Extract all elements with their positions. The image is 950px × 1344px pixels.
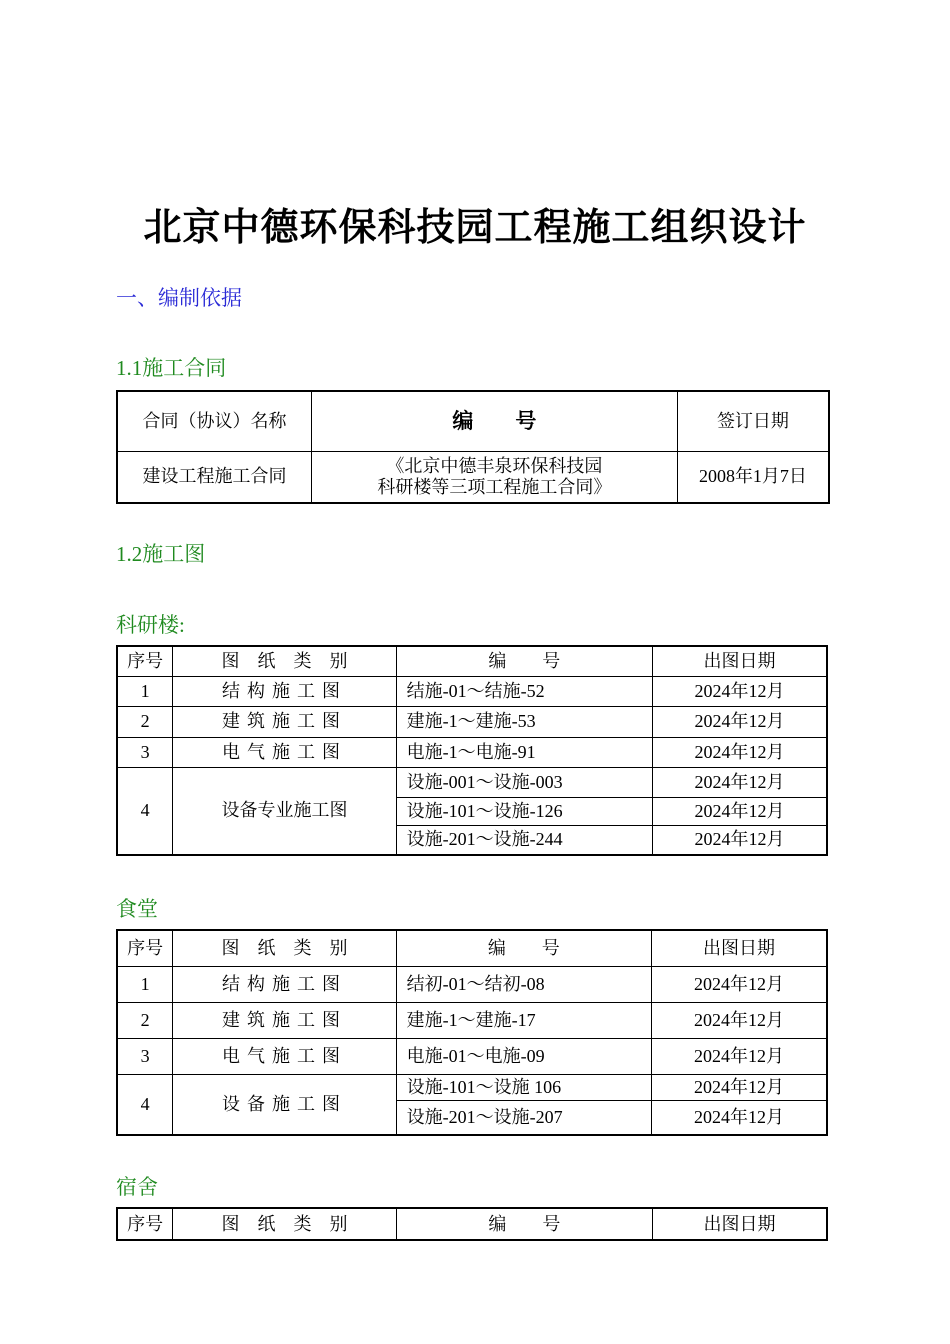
- table-row: [117, 767, 827, 797]
- drawing-date: 2024年12月: [652, 767, 827, 797]
- header-cell: 合同（协议）名称: [117, 391, 311, 451]
- header-cell: 序号: [117, 1208, 173, 1240]
- table-row: [117, 1074, 827, 1100]
- header-cell: 编 号: [311, 391, 677, 451]
- drawing-code: 电施-1～电施-91: [396, 737, 652, 767]
- header-cell: 编 号: [396, 930, 651, 966]
- drawing-date: 2024年12月: [652, 706, 827, 737]
- drawing-code: 设施-001～设施-003: [396, 767, 652, 797]
- drawing-code: 电施-01～电施-09: [396, 1038, 651, 1074]
- header-cell: 图 纸 类 别: [173, 930, 396, 966]
- contract-number: [311, 451, 677, 503]
- header-cell: 出图日期: [653, 1208, 828, 1240]
- row-number: 4: [117, 1074, 173, 1135]
- table-row: [117, 966, 827, 1002]
- row-number: 1: [117, 676, 173, 706]
- drawings-table-dormitory: [116, 1207, 828, 1241]
- header-cell: 图 纸 类 别: [173, 1208, 396, 1240]
- contract-name: 建设工程施工合同: [117, 451, 311, 503]
- row-number: 3: [117, 1038, 173, 1074]
- drawing-date: 2024年12月: [652, 797, 827, 825]
- contract-table: [116, 390, 830, 504]
- header-cell: 序号: [117, 646, 173, 676]
- drawing-code: 设施-101～设施 106: [396, 1074, 651, 1100]
- drawing-code: 建施-1～建施-17: [396, 1002, 651, 1038]
- drawings-table-canteen: [116, 929, 828, 1136]
- subsection-contract: 1.1施工合同: [116, 356, 227, 380]
- drawing-code: 设施-201～设施-244: [396, 825, 652, 855]
- drawing-date: 2024年12月: [651, 1100, 827, 1135]
- drawing-code: 设施-201～设施-207: [396, 1100, 651, 1135]
- table-row: [117, 676, 827, 706]
- drawing-code: 设施-101～设施-126: [396, 797, 652, 825]
- row-number: 1: [117, 966, 173, 1002]
- header-cell: 编 号: [396, 1208, 652, 1240]
- drawing-date: 2024年12月: [651, 1038, 827, 1074]
- drawing-type: 设备专业施工图: [173, 767, 396, 855]
- header-cell: 图 纸 类 别: [173, 646, 396, 676]
- row-number: 4: [117, 767, 173, 855]
- header-cell: 出图日期: [652, 646, 827, 676]
- contract-number-line: 科研楼等三项工程施工合同》: [377, 476, 612, 497]
- drawing-type: 建筑施工图: [173, 706, 396, 737]
- drawing-date: 2024年12月: [651, 966, 827, 1002]
- drawing-date: 2024年12月: [651, 1002, 827, 1038]
- drawing-type: 建筑施工图: [173, 1002, 396, 1038]
- table-row: [117, 1002, 827, 1038]
- drawing-type: 电气施工图: [173, 1038, 396, 1074]
- row-number: 2: [117, 1002, 173, 1038]
- contract-number-line: 《北京中德丰泉环保科技园: [386, 456, 603, 477]
- header-cell: 出图日期: [651, 930, 827, 966]
- contract-date: 2008年1月7日: [677, 451, 829, 503]
- row-number: 2: [117, 706, 173, 737]
- row-number: 3: [117, 737, 173, 767]
- drawing-date: 2024年12月: [652, 825, 827, 855]
- drawing-date: 2024年12月: [652, 676, 827, 706]
- drawing-code: 结施-01～结施-52: [396, 676, 652, 706]
- drawing-code: 结初-01～结初-08: [396, 966, 651, 1002]
- drawing-type: 设备施工图: [173, 1074, 396, 1135]
- table-row: [117, 737, 827, 767]
- drawings-table-research: [116, 645, 828, 856]
- header-cell: 编 号: [396, 646, 652, 676]
- drawing-type: 电气施工图: [173, 737, 396, 767]
- drawing-type: 结构施工图: [173, 676, 396, 706]
- header-cell: 序号: [117, 930, 173, 966]
- table-row: [117, 1038, 827, 1074]
- drawing-date: 2024年12月: [652, 737, 827, 767]
- header-cell: 签订日期: [677, 391, 829, 451]
- building-label: 食堂: [116, 897, 158, 921]
- building-label: 科研楼:: [116, 613, 185, 637]
- subsection-drawings: 1.2施工图: [116, 542, 206, 566]
- table-row: [117, 706, 827, 737]
- section-heading: 一、编制依据: [116, 286, 242, 310]
- drawing-code: 建施-1～建施-53: [396, 706, 652, 737]
- drawing-type: 结构施工图: [173, 966, 396, 1002]
- building-label: 宿舍: [116, 1175, 158, 1199]
- drawing-date: 2024年12月: [651, 1074, 827, 1100]
- page-title: 北京中德环保科技园工程施工组织设计: [143, 207, 807, 249]
